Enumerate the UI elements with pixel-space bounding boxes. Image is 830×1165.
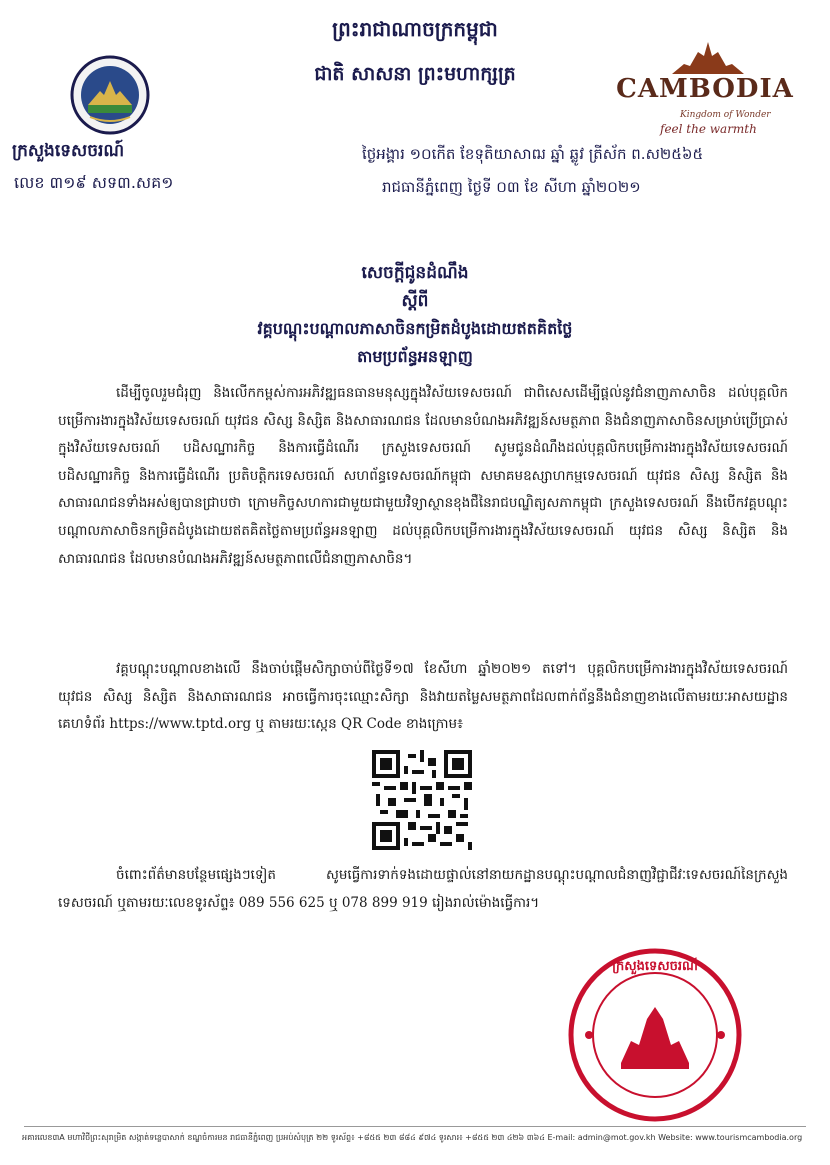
notice-title: សេចក្តីជូនដំណឹង xyxy=(361,263,469,283)
angkor-silhouette-icon xyxy=(668,40,748,76)
brand-wordmark: CAMBODIA xyxy=(616,74,794,104)
solar-date: រាជធានីភ្នំពេញ ថ្ងៃទី ០៣ ខែ សីហា ឆ្នាំ២០២១ xyxy=(382,178,641,196)
ministry-name: ក្រសួងទេសចរណ៍ xyxy=(12,141,125,161)
footer-contact: អគារលេខ៣A មហាវិថីព្រះសុរាម្រិត សង្កាត់ទន្លេបាសាក់ ខណ្ឌចំការមន រាជធានីភ្នំពេញ ប្រអប់សំបុត្រ ២២ ទូរស័ព្ទ៖ +៨៥៥ ២៣ ៨៨៤ ៩៧៤ ទូរសារ៖ +៨៥៥ ២៣ ៤២៦ ៣៦៤ E-mail: admin@mot.gov.kh Website: www.tourismcambodia.org xyxy=(22,1133,803,1142)
notice-subject-cont: តាមប្រព័ន្ធអនឡាញ xyxy=(357,347,473,366)
seal-label: ក្រសួងទេសចរណ៍ xyxy=(612,959,698,974)
footer-divider xyxy=(24,1126,806,1127)
body-paragraph-2: វគ្គបណ្តុះបណ្តាលខាងលើ នឹងចាប់ផ្តើមសិក្សាចាប់ពីថ្ងៃទី១៧ ខែសីហា ឆ្នាំ២០២១ តទៅ។ បុគ្គលិកបម្រើការងារក្នុងវិស័យទេសចរណ៍ យុវជន សិស្ស និស្សិត និងសាធារណជន អាចធ្វើការចុះឈ្មោះសិក្សា និងវាយតម្លៃសមត្ថភាពដែលពាក់ព័ន្ធនឹងជំនាញខាងលើតាមរយៈអាសយដ្ឋានគេហទំព័រ https://www.tptd.org ឬ តាមរយៈស្កេន QR Code ខាងក្រោម៖ xyxy=(58,661,788,733)
brand-subline: Kingdom of Wonder xyxy=(680,110,771,120)
body-paragraph-1: ដើម្បីចូលរួមជំរុញ និងលើកកម្ពស់ការអភិវឌ្ឍធនធានមនុស្សក្នុងវិស័យទេសចរណ៍ ជាពិសេសដើម្បីផ្តល់នូវជំនាញភាសាចិន ដល់បុគ្គលិកបម្រើការងារក្នុងវិស័យទេសចរណ៍ យុវជន សិស្ស និស្សិត និងសាធារណជន ដែលមានបំណងអភិវឌ្ឍន៍សមត្ថភាព និងជំនាញភាសាចិនសម្រាប់ប្រើប្រាស់ក្នុងវិស័យទេសចរណ៍ បដិសណ្ឋារកិច្ច និងការធ្វើដំណើរ ក្រសួងទេសចរណ៍ សូមជូនដំណឹងដល់បុគ្គលិកបម្រើការងារក្នុងវិស័យទេសចរណ៍ បដិសណ្ឋារកិច្ច និងការធ្វើដំណើរ ប្រតិបត្តិករទេសចរណ៍ សហព័ន្ធទេសចរណ៍កម្ពុជា សមាគមឧស្សាហកម្មទេសចរណ៍ យុវជន សិស្ស និស្សិត និងសាធារណជនទាំងអស់ឲ្យបានជ្រាបថា ក្រោមកិច្ចសហការជាមួយជាមួយវិទ្យាស្ថានខុងជឺនៃរាជបណ្ឌិត្យសភាកម្ពុជា ក្រសួងទេសចរណ៍ នឹងបើកវគ្គបណ្តុះបណ្តាលភាសាចិនកម្រិតដំបូងដោយឥតគិតថ្លៃតាមប្រព័ន្ធអនឡាញ ដល់បុគ្គលិកបម្រើការងារក្នុងវិស័យទេសចរណ៍ យុវជន សិស្ស និស្សិត និងសាធារណជន ដែលមានបំណងអភិវឌ្ឍន៍សមត្ថភាពលើជំនាញភាសាចិន។ xyxy=(58,385,788,567)
national-motto: ជាតិ សាសនា ព្រះមហាក្សត្រ xyxy=(314,63,516,85)
qr-code-icon[interactable] xyxy=(372,750,472,850)
brand-tagline: feel the warmth xyxy=(660,122,757,136)
notice-subject: វគ្គបណ្តុះបណ្តាលភាសាចិនកម្រិតដំបូងដោយឥតគិតថ្លៃ xyxy=(257,319,573,338)
lunar-date: ថ្ងៃអង្គារ ១០កើត ខែទុតិយាសាឍ ឆ្នាំ ឆ្លូវ ត្រីស័ក ព.ស២៥៦៥ xyxy=(362,145,704,163)
kingdom-heading: ព្រះរាជាណាចក្រកម្ពុជា xyxy=(332,17,498,41)
cambodia-brand-logo xyxy=(610,40,810,140)
ministry-logo-icon xyxy=(70,55,150,135)
body-paragraph-3: ចំពោះព័ត៌មានបន្ថែមផ្សេងៗទៀត សូមធ្វើការទាក់ទងដោយផ្ទាល់នៅនាយកដ្ឋានបណ្តុះបណ្តាលជំនាញវិជ្ជាជីវៈទេសចរណ៍នៃក្រសួងទេសចរណ៍ ឬតាមរយៈលេខទូរស័ព្ទ៖ 089 556 625 ឬ 078 899 919 រៀងរាល់ម៉ោងធ្វើការ។ xyxy=(58,867,788,911)
letter-number: លេខ ៣១៩ សទ៣.សគ១ xyxy=(14,173,174,192)
notice-regarding: ស្តីពី xyxy=(401,291,429,311)
